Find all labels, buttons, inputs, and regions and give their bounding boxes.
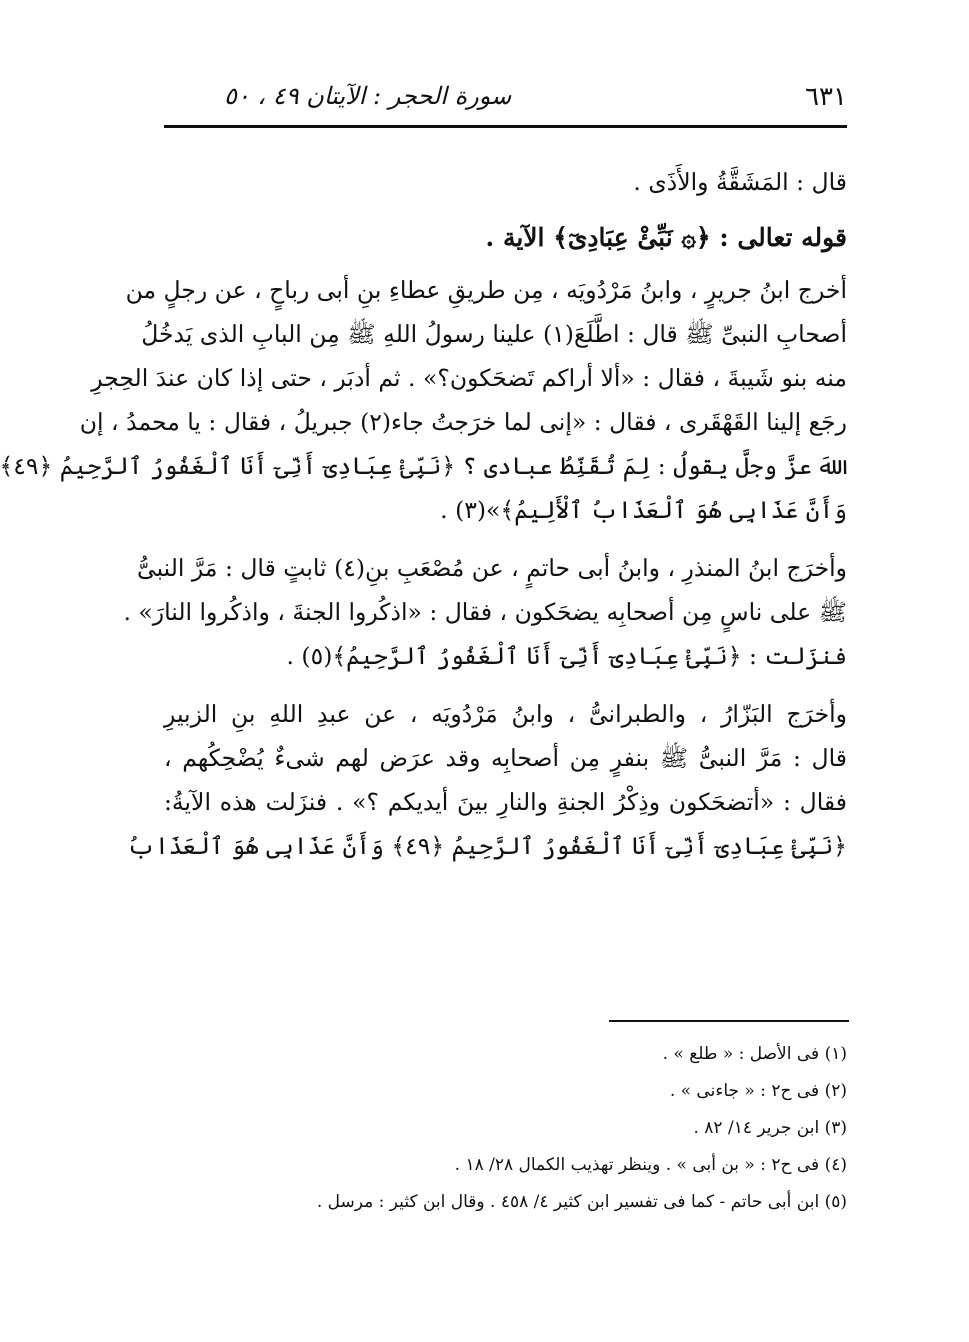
text-line: وَأَنَّ عَذَابِى هُوَ ٱلْعَذَابُ ٱلْأَلِيمُ﴾»(٣) . [440,496,847,524]
footnotes [164,1036,847,1221]
main-text [0,160,847,868]
intro-line: قال : المَشَقَّةُ والأَذَى . [633,168,847,196]
text-line: منه بنو شَيبةَ ، فقال : «ألا أراكم تَضحَكون؟» . ثم أدبَر ، حتى إذا كان عندَ الحِجرِ [91,364,847,392]
text-line: رجَع إلينا القَهْقَرى ، فقال : «إنى لما خرَجتُ جاء(٢) جبريلُ ، فقال : يا محمدُ ، إن [79,408,847,436]
text-line: وأخرَج البَزّارُ ، والطبرانىُّ ، وابنُ مَرْدُويَه ، عن عبدِ اللهِ بنِ الزبيرِ [164,700,847,728]
running-title: سورة الحجر : الآيتان ٤٩ ، ٥٠ [224,82,512,110]
footnote-1: (١) فى الأصل : « طلع » . [662,1044,847,1064]
paragraph-3 [127,692,847,868]
header-rule [164,125,847,128]
footnote-2: (٢) فى ح٢ : « جاءنى » . [669,1081,847,1101]
section-heading: قوله تعالى : ﴿۞ نَبِّئْ عِبَادِىٓ﴾ الآية . [485,223,847,252]
page-number: ٦٣١ [805,82,847,112]
text-line: أخرج ابنُ جريرٍ ، وابنُ مَرْدُويَه ، مِن طريقِ عطاءِ بنِ أبى رباحٍ ، عن رجلٍ من [125,276,847,304]
text-line: أصحابِ النبىِّ ﷺ قال : اطَّلَعَ(١) علينا رسولُ اللهِ ﷺ مِن البابِ الذى يَدخُلُ [141,320,847,348]
text-line: قال : مَرَّ النبىُّ ﷺ بنفرٍ مِن أصحابِه وقد عرَض لهم شىءٌ يُضْحِكُهم ، [164,744,847,772]
page-header [164,70,847,120]
footnote-4: (٤) فى ح٢ : « بن أبى » . وينظر تهذيب الكمال ٢٨/ ١٨ . [454,1155,847,1175]
footnote-rule [609,1020,849,1022]
text-line: ﴿نَبِّئْ عِبَادِىٓ أَنِّىٓ أَنَا ٱلْغَفُورُ ٱلرَّحِيمُ ﴿٤٩﴾ وَأَنَّ عَذَابِى هُوَ ٱلْعَذَابُ [127,832,847,860]
text-line: وأخرَج ابنُ المنذرِ ، وابنُ أبى حاتمٍ ، عن مُصْعَبِ بنِ(٤) ثابتٍ قال : مَرَّ النبىُّ [137,554,847,582]
text-line: فقال : «أتضحَكون وذِكْرُ الجنةِ والنارِ بينَ أيديكم ؟» . فنزَلت هذه الآيةُ: [164,788,847,816]
footnote-5: (٥) ابن أبى حاتم - كما فى تفسير ابن كثير ٤/ ٤٥٨ . وقال ابن كثير : مرسل . [316,1192,847,1212]
text-line: اللهَ عزَّ وجلَّ يقولُ : لِمَ تُقَنِّطُ عبادى ؟ ﴿نَبِّئْ عِبَادِىٓ أَنِّىٓ أَنَا ٱلْغَفُورُ ٱلرَّحِيمُ ﴿٤٩﴾ [0,452,847,480]
text-line: ﷺ على ناسٍ مِن أصحابِه يضحَكون ، فقال : «اذكُروا الجنةَ ، واذكُروا النارَ» . [123,598,847,626]
footnote-3: (٣) ابن جرير ١٤/ ٨٢ . [693,1118,847,1138]
paragraph-1 [0,268,847,532]
text-line: فنزَلت : ﴿نَبِّئْ عِبَادِىٓ أَنِّىٓ أَنَا ٱلْغَفُورُ ٱلرَّحِيمُ﴾(٥) . [286,642,847,670]
paragraph-2 [123,546,847,678]
